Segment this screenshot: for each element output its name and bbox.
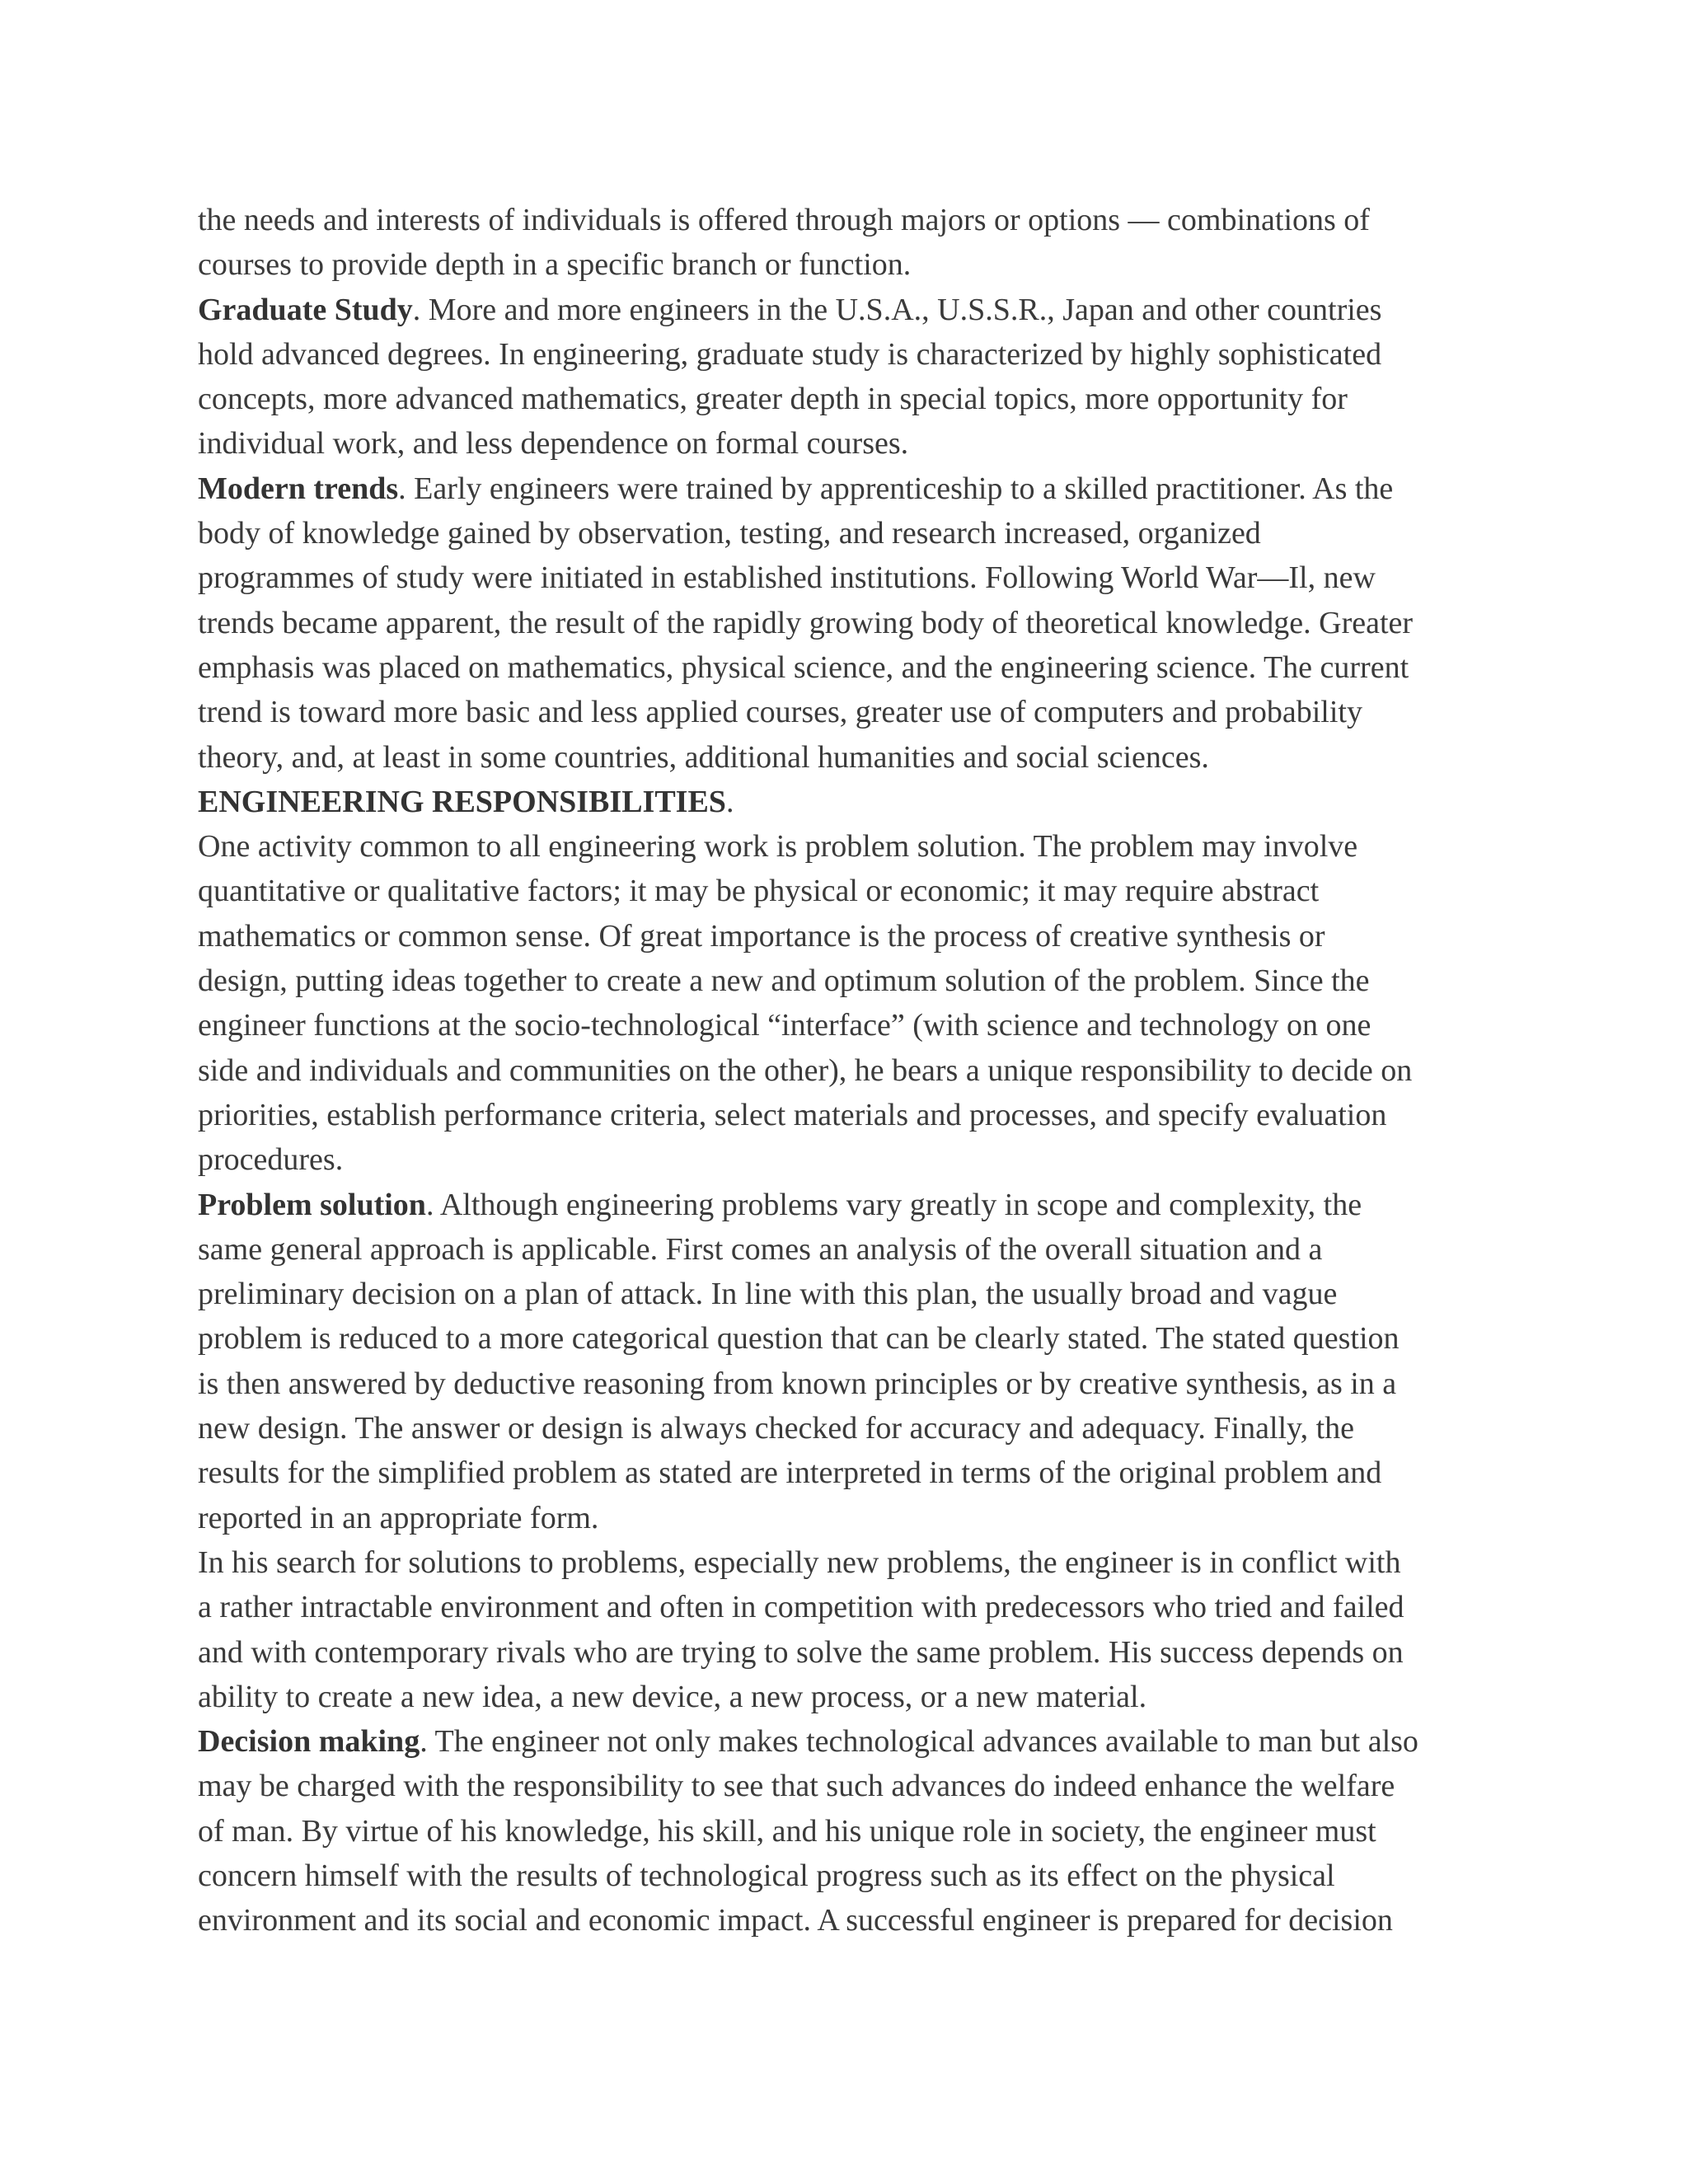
body-text: the needs and interests of individuals is offered through majors or options — combinations of xyxy=(198,203,1370,237)
body-text: In his search for solutions to problems, especially new problems, the engineer is in conflict with xyxy=(198,1544,1401,1580)
body-text: results for the simplified problem as stated are interpreted in terms of the original problem and xyxy=(198,1455,1382,1491)
section-heading: Decision making xyxy=(198,1724,420,1760)
text-line xyxy=(198,1272,1517,1316)
text-line xyxy=(198,242,1517,287)
text-line xyxy=(198,1719,1517,1764)
body-text: theory, and, at least in some countries, additional humanities and social sciences. xyxy=(198,739,1209,775)
text-line xyxy=(198,288,1517,332)
body-text: is then answered by deductive reasoning from known principles or by creative synthesis, as in a xyxy=(198,1366,1397,1401)
body-text: a rather intractable environment and often in competition with predecessors who tried and failed xyxy=(198,1590,1404,1625)
body-text: . The engineer not only makes technological advances available to man but also xyxy=(420,1724,1418,1760)
text-line xyxy=(198,869,1517,913)
text-line xyxy=(198,1406,1517,1451)
body-text: problem is reduced to a more categorical question that can be clearly stated. The stated question xyxy=(198,1321,1400,1357)
text-line xyxy=(198,1003,1517,1047)
text-line xyxy=(198,332,1517,377)
text-line xyxy=(198,601,1517,645)
body-text: body of knowledge gained by observation, testing, and research increased, organized xyxy=(198,516,1261,551)
text-line xyxy=(198,1809,1517,1854)
text-line xyxy=(198,824,1517,869)
body-text: engineer functions at the socio-technological “interface” (with science and technology on one xyxy=(198,1008,1372,1043)
text-line xyxy=(198,1048,1517,1093)
text-line xyxy=(198,1361,1517,1406)
body-text: concepts, more advanced mathematics, greater depth in special topics, more opportunity for xyxy=(198,382,1348,417)
body-text: One activity common to all engineering work is problem solution. The problem may involve xyxy=(198,829,1358,865)
text-line xyxy=(198,1764,1517,1808)
body-text: of man. By virtue of his knowledge, his skill, and his unique role in society, the engineer must xyxy=(198,1813,1376,1849)
text-line xyxy=(198,1093,1517,1137)
text-line xyxy=(198,198,1517,242)
text-line xyxy=(198,735,1517,780)
text-line xyxy=(198,1316,1517,1361)
body-text: design, putting ideas together to create a new and optimum solution of the problem. Since the xyxy=(198,963,1370,999)
text-line xyxy=(198,421,1517,466)
body-text: programmes of study were initiated in established institutions. Following World War—Il, new xyxy=(198,560,1376,596)
body-text: concern himself with the results of technological progress such as its effect on the physical xyxy=(198,1858,1335,1893)
body-text: may be charged with the responsibility to see that such advances do indeed enhance the welfare xyxy=(198,1769,1395,1804)
section-heading: ENGINEERING RESPONSIBILITIES xyxy=(198,784,726,819)
body-text: new design. The answer or design is always checked for accuracy and adequacy. Finally, the xyxy=(198,1411,1355,1446)
text-line xyxy=(198,1137,1517,1182)
body-text: priorities, establish performance criteria, select materials and processes, and specify evaluation xyxy=(198,1097,1387,1132)
body-text: side and individuals and communities on the other), he bears a unique responsibility to decide on xyxy=(198,1052,1413,1088)
text-line xyxy=(198,1630,1517,1675)
text-line xyxy=(198,466,1517,511)
text-line xyxy=(198,1227,1517,1272)
body-text: and with contemporary rivals who are trying to solve the same problem. His success depends on xyxy=(198,1634,1404,1670)
text-line xyxy=(198,914,1517,958)
body-text: environment and its social and economic impact. A successful engineer is prepared for decision xyxy=(198,1903,1393,1938)
text-line xyxy=(198,1585,1517,1629)
text-line xyxy=(198,1540,1517,1585)
text-line xyxy=(198,1898,1517,1943)
document-page xyxy=(198,198,1517,1943)
body-text: courses to provide depth in a specific branch or function. xyxy=(198,247,912,283)
section-heading: Problem solution xyxy=(198,1187,426,1222)
text-line xyxy=(198,780,1517,824)
body-text: hold advanced degrees. In engineering, graduate study is characterized by highly sophisticated xyxy=(198,336,1382,372)
text-line xyxy=(198,1854,1517,1898)
text-line xyxy=(198,1183,1517,1227)
body-text: individual work, and less dependence on formal courses. xyxy=(198,426,909,462)
body-text: . More and more engineers in the U.S.A., U.S.S.R., Japan and other countries xyxy=(412,292,1382,327)
body-text: emphasis was placed on mathematics, physical science, and the engineering science. The current xyxy=(198,649,1409,685)
text-line xyxy=(198,1451,1517,1495)
text-line xyxy=(198,958,1517,1003)
body-text: same general approach is applicable. First comes an analysis of the overall situation and a xyxy=(198,1231,1323,1267)
text-line xyxy=(198,1496,1517,1540)
body-text: . Although engineering problems vary greatly in scope and complexity, the xyxy=(425,1187,1362,1222)
text-line xyxy=(198,645,1517,690)
text-line xyxy=(198,690,1517,734)
body-text: reported in an appropriate form. xyxy=(198,1500,599,1535)
text-line xyxy=(198,555,1517,600)
text-line xyxy=(198,377,1517,421)
body-text: procedures. xyxy=(198,1142,344,1178)
text-line xyxy=(198,511,1517,555)
body-text: ability to create a new idea, a new device, a new process, or a new material. xyxy=(198,1679,1147,1714)
body-text: . Early engineers were trained by apprenticeship to a skilled practitioner. As the xyxy=(398,471,1394,506)
section-heading: Graduate Study xyxy=(198,292,413,327)
body-text: preliminary decision on a plan of attack. In line with this plan, the usually broad and vague xyxy=(198,1277,1338,1312)
body-text: trends became apparent, the result of the rapidly growing body of theoretical knowledge. Greater xyxy=(198,605,1414,640)
section-heading: Modern trends xyxy=(198,471,399,506)
body-text: mathematics or common sense. Of great importance is the process of creative synthesis or xyxy=(198,918,1325,954)
text-line xyxy=(198,1675,1517,1719)
body-text: . xyxy=(725,784,734,819)
body-text: quantitative or qualitative factors; it may be physical or economic; it may require abstract xyxy=(198,874,1320,909)
body-text: trend is toward more basic and less applied courses, greater use of computers and probability xyxy=(198,695,1362,730)
